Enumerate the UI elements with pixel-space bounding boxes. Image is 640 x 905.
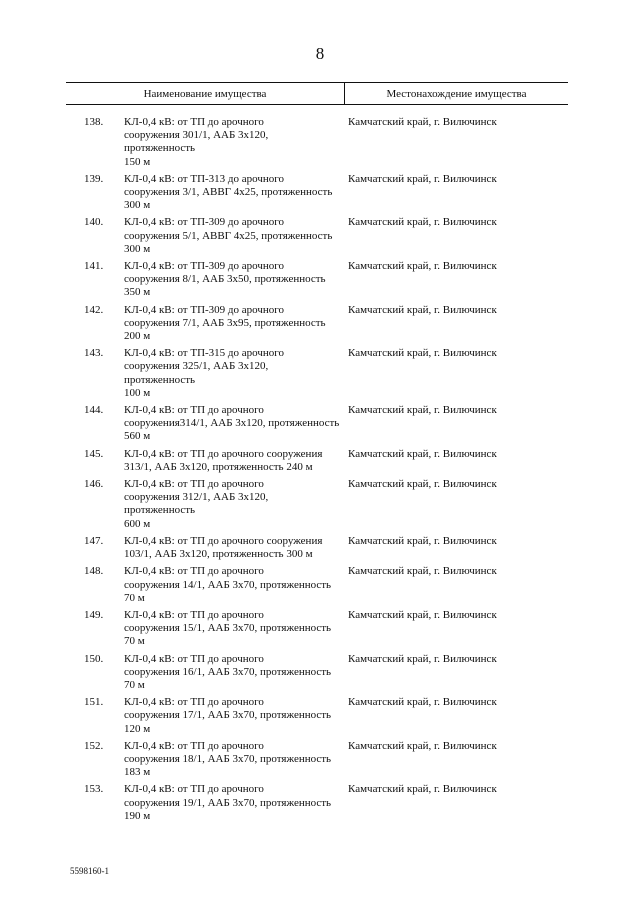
table-row [0, 216, 640, 256]
property-location: Камчатский край, г. Вилючинск [348, 216, 497, 229]
property-name-line: сооружения 3/1, АВВГ 4х25, протяженность [124, 186, 333, 199]
column-header-location: Местонахождение имущества [386, 88, 527, 100]
property-name-line: 313/1, ААБ 3х120, протяженность 240 м [124, 460, 313, 473]
property-name [124, 216, 340, 256]
row-number: 153. [84, 783, 104, 796]
row-number: 143. [84, 347, 104, 360]
property-name [124, 448, 340, 474]
property-location: Камчатский край, г. Вилючинск [348, 534, 497, 547]
property-name-line: сооружения314/1, ААБ 3х120, протяженность [124, 417, 340, 430]
property-name [124, 478, 340, 531]
column-header-name: Наименование имущества [66, 83, 345, 104]
table-row [0, 478, 640, 531]
property-name [124, 304, 340, 344]
property-name-line: 350 м [124, 286, 151, 299]
property-name-line: КЛ-0,4 кВ: от ТП-309 до арочного [124, 260, 285, 273]
property-location: Камчатский край, г. Вилючинск [348, 260, 497, 273]
row-number: 148. [84, 565, 104, 578]
property-location: Камчатский край, г. Вилючинск [348, 739, 497, 752]
property-name-line: КЛ-0,4 кВ: от ТП до арочного [124, 404, 264, 417]
table-row [0, 116, 640, 169]
property-location: Камчатский край, г. Вилючинск [348, 652, 497, 665]
property-name-line: 120 м [124, 722, 151, 735]
property-name [124, 116, 340, 169]
property-name-line: 300 м [124, 199, 151, 212]
table-row [0, 260, 640, 300]
property-name-line: КЛ-0,4 кВ: от ТП-313 до арочного [124, 172, 285, 185]
property-name [124, 173, 340, 213]
property-name [124, 653, 340, 693]
table-row [0, 609, 640, 649]
row-number: 149. [84, 608, 104, 621]
property-name-line: 103/1, ААБ 3х120, протяженность 300 м [124, 548, 313, 561]
table-row [0, 304, 640, 344]
row-number: 141. [84, 260, 104, 273]
property-name [124, 609, 340, 649]
table-header [66, 82, 568, 105]
property-name [124, 565, 340, 605]
property-name-line: 183 м [124, 766, 151, 779]
property-name-line: 70 м [124, 678, 145, 691]
document-code: 5598160-1 [70, 866, 109, 876]
property-name-line: сооружения 15/1, ААБ 3х70, протяженность [124, 622, 332, 635]
property-name-line: 70 м [124, 591, 145, 604]
property-location: Камчатский край, г. Вилючинск [348, 303, 497, 316]
property-location: Камчатский край, г. Вилючинск [348, 783, 497, 796]
property-location: Камчатский край, г. Вилючинск [348, 478, 497, 491]
table-row [0, 740, 640, 780]
table-row [0, 783, 640, 823]
property-name-line: сооружения 17/1, ААБ 3х70, протяженность [124, 709, 332, 722]
property-name-line: КЛ-0,4 кВ: от ТП до арочного [124, 116, 264, 128]
property-location: Камчатский край, г. Вилючинск [348, 347, 497, 360]
table-row [0, 347, 640, 400]
property-name-line: сооружения 7/1, ААБ 3х95, протяженность [124, 316, 326, 329]
table-row [0, 653, 640, 693]
property-name-line: 150 м [124, 155, 151, 168]
property-name [124, 260, 340, 300]
property-location: Камчатский край, г. Вилючинск [348, 404, 497, 417]
row-number: 138. [84, 116, 104, 128]
property-location: Камчатский край, г. Вилючинск [348, 116, 497, 128]
property-name-line: КЛ-0,4 кВ: от ТП до арочного [124, 652, 264, 665]
property-name [124, 404, 340, 444]
property-name-line: сооружения 312/1, ААБ 3х120, протяженность [124, 491, 269, 517]
property-name [124, 535, 340, 561]
property-name [124, 783, 340, 823]
property-name-line: 100 м [124, 386, 151, 399]
table-row [0, 565, 640, 605]
property-name-line: КЛ-0,4 кВ: от ТП-309 до арочного [124, 216, 285, 229]
property-name-line: КЛ-0,4 кВ: от ТП-315 до арочного [124, 347, 285, 360]
table-row [0, 404, 640, 444]
property-name-line: 70 м [124, 635, 145, 648]
row-number: 142. [84, 303, 104, 316]
row-number: 151. [84, 696, 104, 709]
property-name-line: КЛ-0,4 кВ: от ТП до арочного [124, 696, 264, 709]
row-number: 145. [84, 447, 104, 460]
property-name [124, 347, 340, 400]
property-location: Камчатский край, г. Вилючинск [348, 565, 497, 578]
row-number: 152. [84, 739, 104, 752]
property-name-line: сооружения 19/1, ААБ 3х70, протяженность [124, 796, 332, 809]
property-name [124, 696, 340, 736]
property-location: Камчатский край, г. Вилючинск [348, 696, 497, 709]
property-name-line: 300 м [124, 242, 151, 255]
row-number: 147. [84, 534, 104, 547]
property-name-line: сооружения 16/1, ААБ 3х70, протяженность [124, 665, 332, 678]
table-row [0, 448, 640, 474]
property-name-line: КЛ-0,4 кВ: от ТП до арочного [124, 478, 264, 491]
property-name-line: сооружения 301/1, ААБ 3х120, протяженность [124, 129, 269, 155]
property-name-line: КЛ-0,4 кВ: от ТП до арочного [124, 608, 264, 621]
property-name-line: КЛ-0,4 кВ: от ТП до арочного [124, 739, 264, 752]
property-location: Камчатский край, г. Вилючинск [348, 447, 497, 460]
row-number: 144. [84, 404, 104, 417]
property-name-line: сооружения 8/1, ААБ 3х50, протяженность [124, 273, 326, 286]
property-name-line: 560 м [124, 430, 151, 443]
row-number: 140. [84, 216, 104, 229]
table-row [0, 173, 640, 213]
property-name-line: сооружения 325/1, ААБ 3х120, протяженность [124, 360, 269, 386]
property-name-line: сооружения 18/1, ААБ 3х70, протяженность [124, 752, 332, 765]
page-number: 8 [315, 44, 325, 63]
property-name-line: КЛ-0,4 кВ: от ТП до арочного [124, 565, 264, 578]
property-name [124, 740, 340, 780]
property-location: Камчатский край, г. Вилючинск [348, 608, 497, 621]
property-name-line: сооружения 14/1, ААБ 3х70, протяженность [124, 578, 332, 591]
property-name-line: КЛ-0,4 кВ: от ТП-309 до арочного [124, 303, 285, 316]
property-name-line: сооружения 5/1, АВВГ 4х25, протяженность [124, 229, 333, 242]
property-name-line: 190 м [124, 809, 151, 822]
row-number: 150. [84, 652, 104, 665]
property-name-line: КЛ-0,4 кВ: от ТП до арочного сооружения [124, 447, 323, 460]
property-name-line: КЛ-0,4 кВ: от ТП до арочного сооружения [124, 534, 323, 547]
property-table [0, 116, 640, 827]
property-name-line: 600 м [124, 517, 151, 530]
property-location: Камчатский край, г. Вилючинск [348, 172, 497, 185]
row-number: 146. [84, 478, 104, 491]
table-row [0, 535, 640, 561]
property-name-line: КЛ-0,4 кВ: от ТП до арочного [124, 783, 264, 796]
row-number: 139. [84, 172, 104, 185]
table-row [0, 696, 640, 736]
property-name-line: 200 м [124, 330, 151, 343]
